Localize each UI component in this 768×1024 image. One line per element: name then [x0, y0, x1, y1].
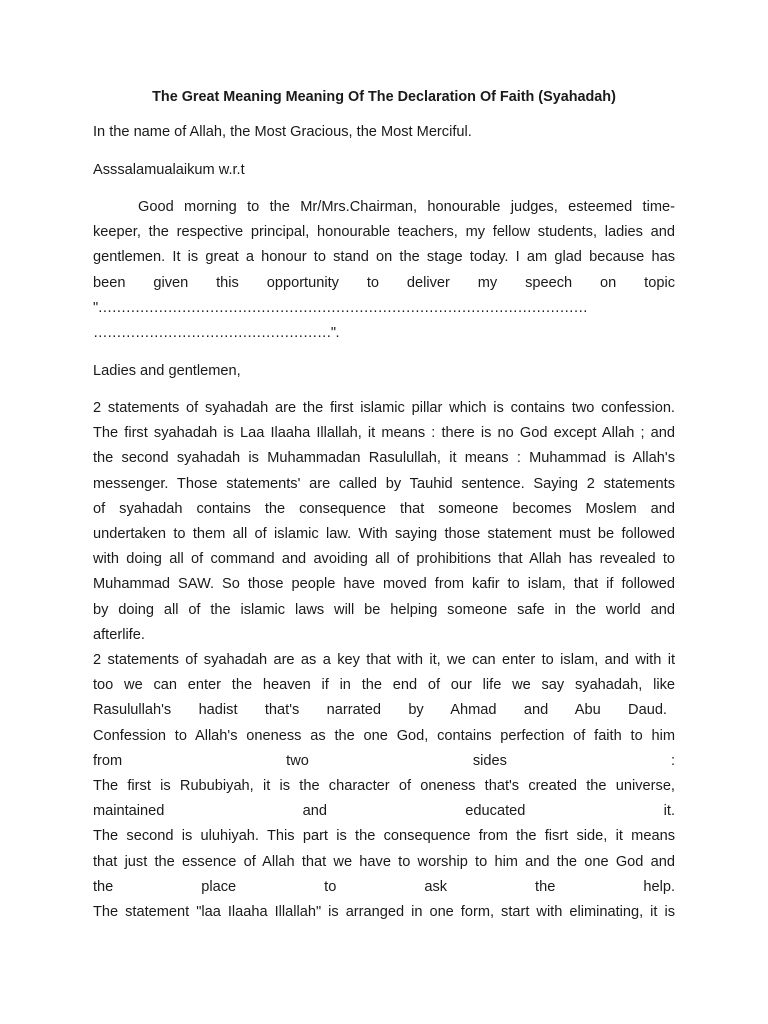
body-line: of syahadah contains the consequence that someone becomes Moslem and — [93, 500, 675, 517]
greeting-line: "…………………………………………………………………………………………… — [93, 299, 588, 316]
greeting-line: been given this opportunity to deliver my speech on topic — [93, 274, 675, 291]
body-line: the place to ask the help. — [93, 878, 675, 895]
body-line: by doing all of the islamic laws will be helping someone safe in the world and — [93, 601, 675, 618]
body-line: from two sides : — [93, 752, 675, 769]
body-line: The statement "laa Ilaaha Illallah" is arranged in one form, start with eliminating, it is — [93, 904, 675, 921]
body-paragraph-2 — [93, 648, 675, 925]
body-line: The first syahadah is Laa Ilaaha Illallah, it means : there is no God except Allah ; and — [93, 425, 675, 442]
document-title: The Great Meaning Meaning Of The Declaration Of Faith (Syahadah) — [152, 89, 616, 105]
address-line: Ladies and gentlemen, — [93, 363, 241, 379]
body-line: that just the essence of Allah that we have to worship to him and the one God and — [93, 853, 675, 870]
body-line: 2 statements of syahadah are the first islamic pillar which is contains two confession. — [93, 400, 675, 416]
salam-line: Asssalamualaikum w.r.t — [93, 162, 245, 178]
greeting-paragraph — [93, 195, 675, 346]
opening-line: In the name of Allah, the Most Gracious, the Most Merciful. — [93, 124, 472, 140]
greeting-line: keeper, the respective principal, honourable teachers, my fellow students, ladies and — [93, 224, 675, 241]
body-line: maintained and educated it. — [93, 803, 675, 820]
body-line: Confession to Allah's oneness as the one God, contains perfection of faith to him — [93, 727, 675, 744]
greeting-line: gentlemen. It is great a honour to stand on the stage today. I am glad because has — [93, 249, 675, 266]
body-line: the second syahadah is Muhammadan Rasulullah, it means : Muhammad is Allah's — [93, 450, 675, 467]
body-line: messenger. Those statements' are called by Tauhid sentence. Saying 2 statements — [93, 475, 675, 492]
body-line: The second is uluhiyah. This part is the consequence from the fisrt side, it means — [93, 828, 675, 845]
greeting-line: Good morning to the Mr/Mrs.Chairman, honourable judges, esteemed time- — [138, 199, 675, 215]
body-line: Rasulullah's hadist that's narrated by Ahmad and Abu Daud. — [93, 702, 667, 719]
body-line: with doing all of command and avoiding all of prohibitions that Allah has revealed to — [93, 551, 675, 568]
body-paragraph-1 — [93, 396, 675, 648]
body-line: The first is Rububiyah, it is the character of oneness that's created the universe, — [93, 778, 675, 795]
body-line: 2 statements of syahadah are as a key that with it, we can enter to islam, and with it — [93, 652, 675, 668]
greeting-line: ……………………………………………". — [93, 325, 339, 342]
body-line: too we can enter the heaven if in the end of our life we say syahadah, like — [93, 677, 675, 694]
body-line: afterlife. — [93, 626, 145, 643]
body-line: undertaken to them all of islamic law. With saying those statement must be followed — [93, 526, 675, 543]
body-line: Muhammad SAW. So those people have moved from kafir to islam, that if followed — [93, 576, 675, 593]
